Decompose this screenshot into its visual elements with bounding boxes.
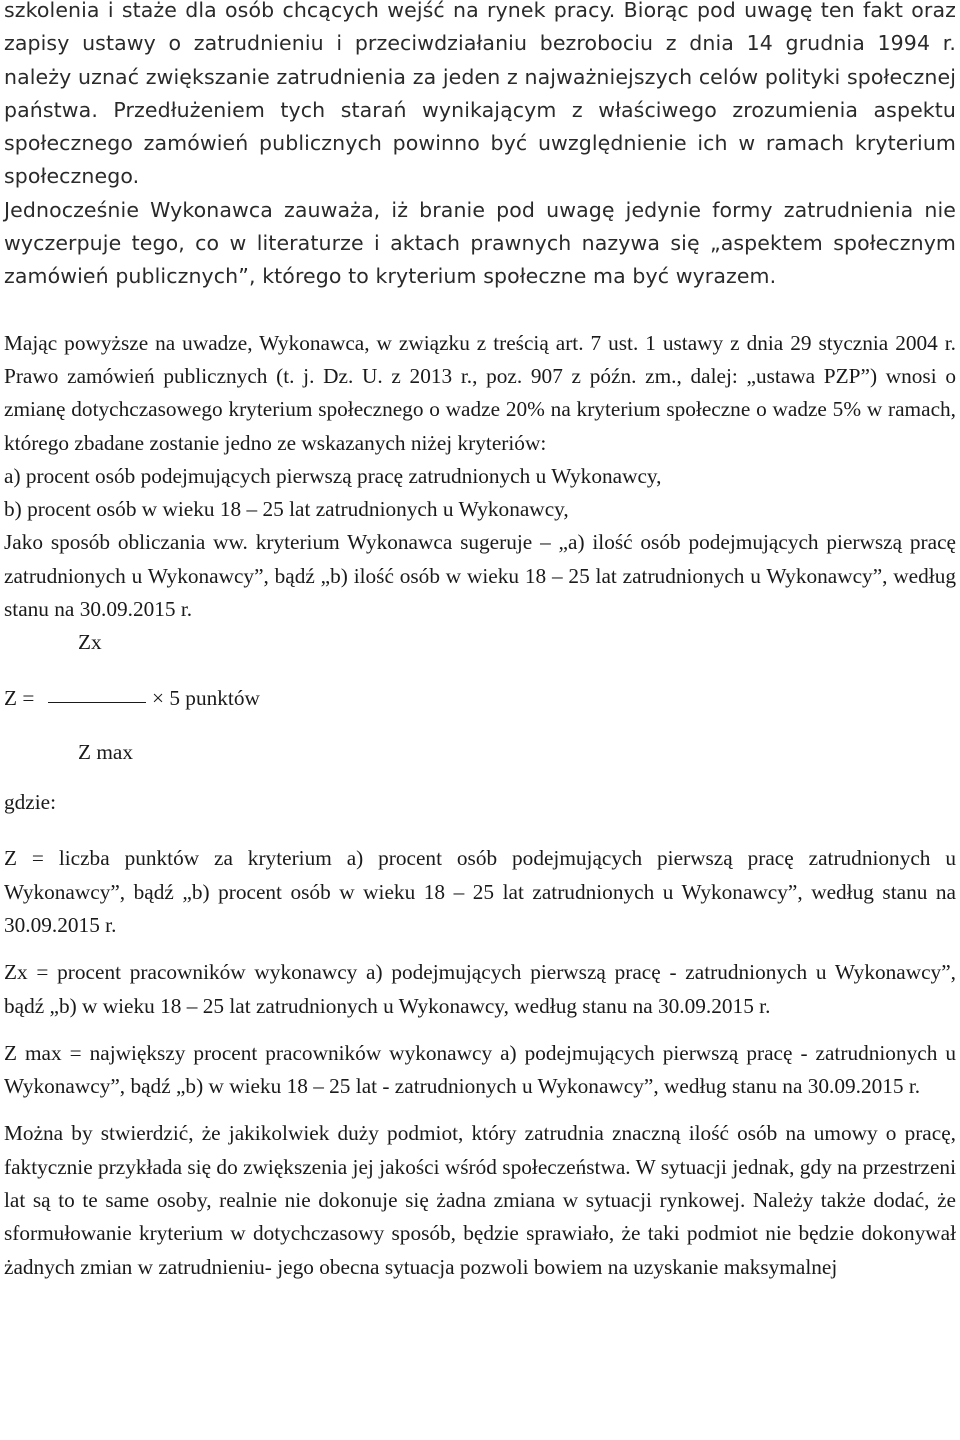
paragraph-closing: Można by stwierdzić, że jakikolwiek duży podmiot, który zatrudnia znaczną ilość osób na umowy o pracę, faktycznie przykłada się do zwiększenia jej jakości wśród społeczeństwa. W sytuacji jednak, gdy na przestrzeni lat są to te same osoby, realnie nie dokonuje się żadna zmiana w sytuacji rynkowej. Należy także dodać, że sformułowanie kryterium w dotychczasowy sposób, będzie sprawiało, że taki podmiot nie będzie dokonywał żadnych zmian w zatrudnieniu- jego obecna sytuacja pozwoli bowiem na uzyskanie maksymalnej <box>4 1121 956 1279</box>
score-formula <box>4 626 956 815</box>
paragraph-request: Mając powyższe na uwadze, Wykonawca, w związku z treścią art. 7 ust. 1 ustawy z dnia 29 stycznia 2004 r. Prawo zamówień publicznych (t. j. Dz. U. z 2013 r., poz. 907 z późn. zm., dalej: „ustawa PZP”) wnosi o zmianę dotychczasowego kryterium społecznego o wadze 20% na kryterium społeczne o wadze 5% w ramach, którego zbadane zostanie jedno ze wskazanych niżej kryteriów: <box>4 330 956 455</box>
formula-denominator: Z max <box>78 740 133 765</box>
definition-zx: Zx = procent pracowników wykonawcy a) podejmujących pierwszą pracę - zatrudnionych u Wykonawcy”, bądź „b) w wieku 18 – 25 lat zatrudnionych u Wykonawcy, według stanu na 30.09.2015 r. <box>4 960 956 1018</box>
spacer <box>4 1103 956 1117</box>
formula-where-label: gdzie: <box>4 790 57 815</box>
formula-lhs: Z = <box>4 686 35 711</box>
spacer <box>4 942 956 956</box>
paragraph-calculation-method: Jako sposób obliczania ww. kryterium Wykonawca sugeruje – „a) ilość osób podejmujących pierwszą pracę zatrudnionych u Wykonawcy”, bądź „b) ilość osób w wieku 18 – 25 lat zatrudnionych u Wykonawcy”, według stanu na 30.09.2015 r. <box>4 530 956 622</box>
document-page <box>4 0 956 1284</box>
paragraph-social-aspect: Jednocześnie Wykonawca zauważa, iż branie pod uwagę jedynie formy zatrudnienia nie wyczerpuje tego, co w literaturze i aktach prawnych nazywa się „aspektem społecznym zamówień publicznych”, którego to kryterium społeczne ma być wyrazem. <box>4 197 956 289</box>
fraction-bar <box>48 702 146 703</box>
definition-zmax: Z max = największy procent pracowników wykonawcy a) podejmujących pierwszą pracę - zatrudnionych u Wykonawcy”, bądź „b) w wieku 18 – 25 lat - zatrudnionych u Wykonawcy”, według stanu na 30.09.2015 r. <box>4 1040 956 1099</box>
spacer <box>4 806 956 842</box>
criterion-b: b) procent osób w wieku 18 – 25 lat zatrudnionych u Wykonawcy, <box>4 497 569 522</box>
formula-multiplier: × 5 punktów <box>152 686 260 711</box>
paragraph-employment-policy: szkolenia i staże dla osób chcących wejść na rynek pracy. Biorąc pod uwagę ten fakt oraz zapisy ustawy o zatrudnieniu i przeciwdziałaniu bezrobociu z dnia 14 grudnia 1994 r. należy uznać zwiększanie zatrudnienia za jeden z najważniejszych celów polityki społecznej państwa. Przedłużeniem tych starań wynikającym z właściwego zrozumienia aspektu społecznego zamówień publicznych powinno być uwzględnienie ich w ramach kryterium społecznego. <box>4 0 956 189</box>
spacer <box>4 1023 956 1037</box>
criterion-a: a) procent osób podejmujących pierwszą pracę zatrudnionych u Wykonawcy, <box>4 463 662 488</box>
spacer <box>4 294 956 327</box>
formula-numerator: Zx <box>78 630 102 655</box>
definition-z: Z = liczba punktów za kryterium a) procent osób podejmujących pierwszą pracę zatrudnionych u Wykonawcy”, bądź „b) procent osób w wieku 18 – 25 lat zatrudnionych u Wykonawcy”, według stanu na 30.09.2015 r. <box>4 846 956 937</box>
